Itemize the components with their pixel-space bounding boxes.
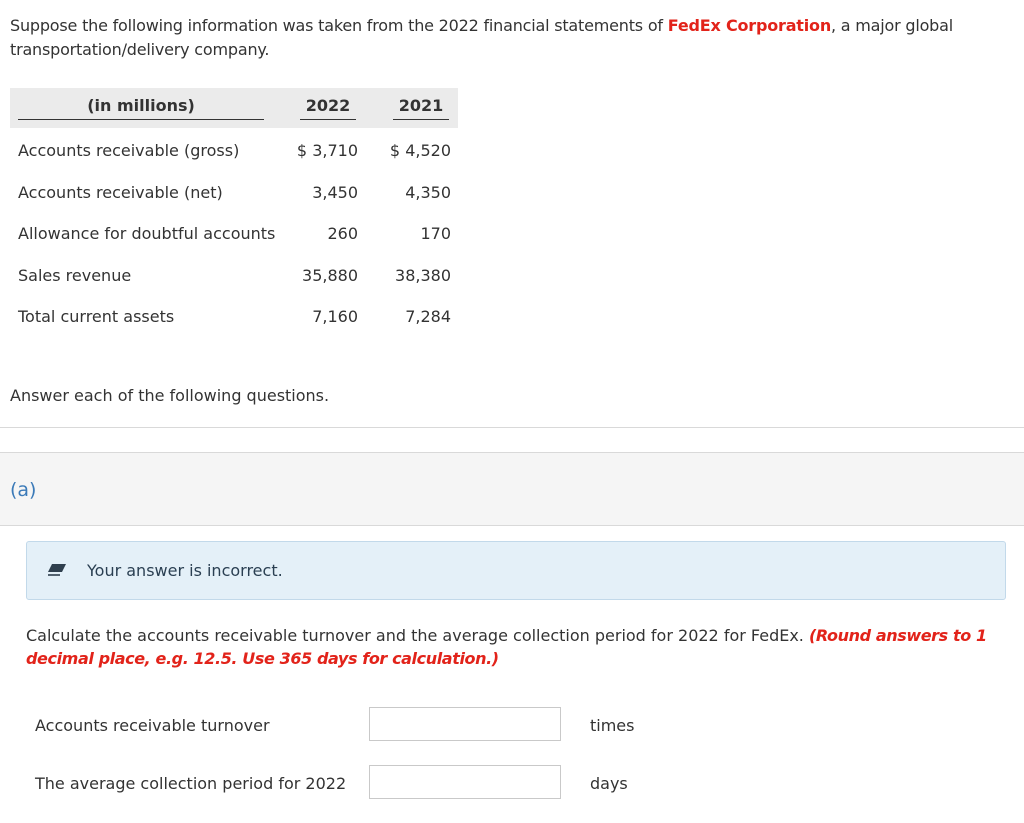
collection-period-input[interactable] xyxy=(369,765,561,799)
header-units: (in millions) xyxy=(18,96,264,120)
turnover-input[interactable] xyxy=(369,707,561,741)
answer-row-turnover xyxy=(0,707,1024,747)
value-2021: 4,350 xyxy=(405,183,451,202)
header-year-2022: 2022 xyxy=(300,96,356,120)
value-2021: 38,380 xyxy=(395,266,451,285)
header-year-2021: 2021 xyxy=(393,96,449,120)
value-2022: 260 xyxy=(327,224,358,243)
value-2022: 3,450 xyxy=(312,183,358,202)
intro-text-end: , a major global transportation/delivery company. xyxy=(10,16,953,59)
row-label: Accounts receivable (gross) xyxy=(18,141,240,160)
answer-label: Accounts receivable turnover xyxy=(35,716,270,735)
value-2022: 7,160 xyxy=(312,307,358,326)
company-name: FedEx Corporation xyxy=(667,16,832,35)
pencil-eraser-icon xyxy=(45,560,69,578)
table-row xyxy=(10,266,460,290)
answer-label: The average collection period for 2022 xyxy=(35,774,347,793)
row-label: Accounts receivable (net) xyxy=(18,183,223,202)
value-2021: $ 4,520 xyxy=(389,141,451,160)
table-row xyxy=(10,307,460,331)
unit-label: days xyxy=(590,774,628,793)
feedback-message: Your answer is incorrect. xyxy=(87,561,283,580)
intro-text-start: Suppose the following information was taken from the 2022 financial statements of xyxy=(10,16,668,35)
value-2021: 170 xyxy=(420,224,451,243)
question-body: Calculate the accounts receivable turnover and the average collection period for 2022 for FedEx. xyxy=(26,626,809,645)
section-divider xyxy=(0,427,1024,428)
value-2022: $ 3,710 xyxy=(296,141,358,160)
part-header xyxy=(0,452,1024,526)
table-row xyxy=(10,224,460,248)
unit-label: times xyxy=(590,716,635,735)
question-text xyxy=(26,624,996,670)
table-row xyxy=(10,141,460,165)
table-header xyxy=(10,88,458,128)
table-row xyxy=(10,183,460,207)
part-label: (a) xyxy=(10,479,37,501)
rounding-instruction: (Round answers to 1 decimal place, e.g. 12.5. Use 365 days for calculation.) xyxy=(26,626,987,668)
feedback-banner xyxy=(26,541,1006,600)
instructions-text: Answer each of the following questions. xyxy=(10,386,330,405)
value-2021: 7,284 xyxy=(405,307,451,326)
row-label: Allowance for doubtful accounts xyxy=(18,224,276,243)
answer-row-collection-period xyxy=(0,765,1024,805)
value-2022: 35,880 xyxy=(302,266,358,285)
problem-intro xyxy=(10,14,1000,62)
row-label: Total current assets xyxy=(18,307,175,326)
row-label: Sales revenue xyxy=(18,266,132,285)
